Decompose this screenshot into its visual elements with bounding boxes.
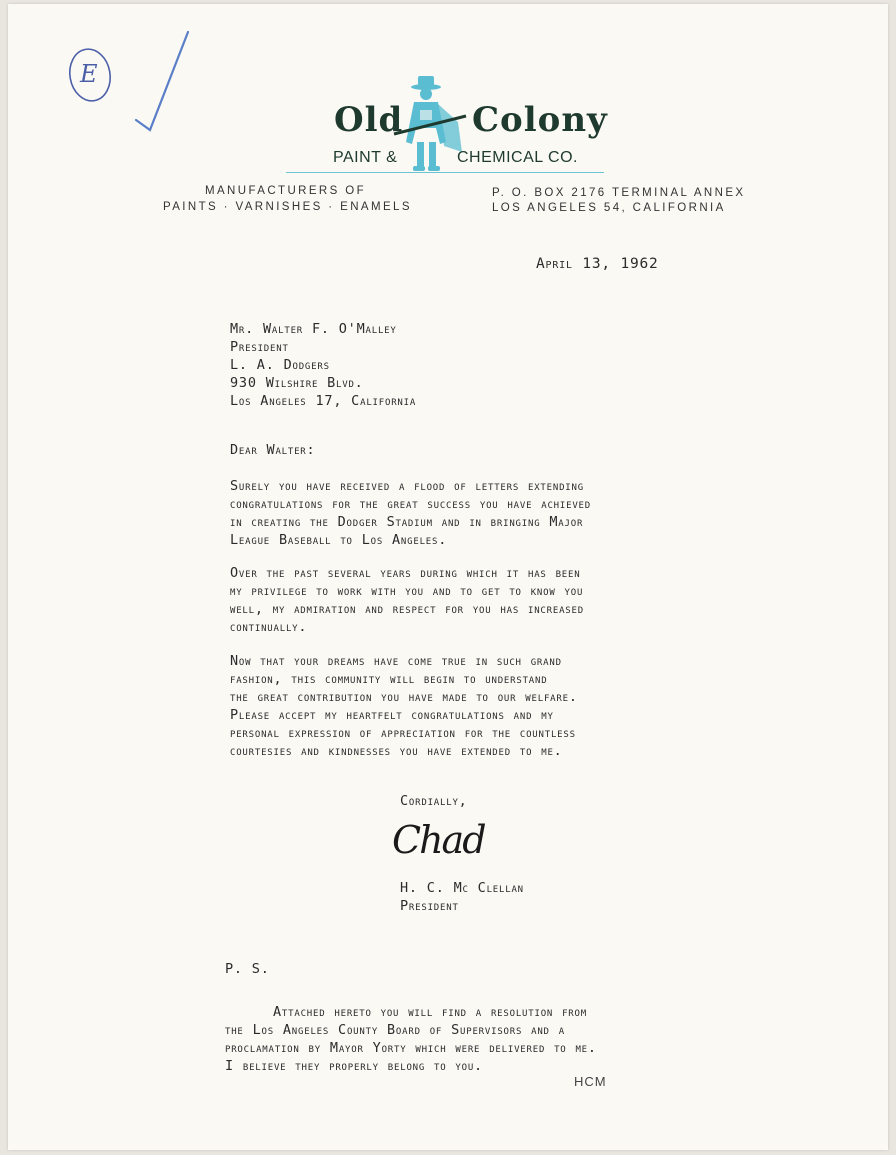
letterhead-right-line2: LOS ANGELES 54, CALIFORNIA	[492, 202, 726, 214]
body-line: congratulations for the great success you have achieved	[230, 496, 591, 512]
ps-line: I believe they properly belong to you.	[225, 1058, 483, 1074]
typist-initials: HCM	[574, 1074, 607, 1089]
letterhead-left-line2: PAINTS · VARNISHES · ENAMELS	[163, 201, 412, 213]
body-line: the great contribution you have made to our welfare.	[230, 689, 578, 705]
recipient-line: 930 Wilshire Blvd.	[230, 375, 364, 391]
body-line: fashion, this community will begin to understand	[230, 671, 548, 687]
check-mark-icon	[136, 32, 188, 130]
recipient-line: Los Angeles 17, California	[230, 393, 417, 409]
brand-colony: Colony	[472, 100, 608, 140]
recipient-line: President	[230, 339, 289, 355]
brand-sub-left: PAINT &	[333, 149, 398, 166]
body-paragraph-3	[230, 652, 578, 760]
circled-mark: E	[80, 60, 98, 88]
recipient-line: L. A. Dodgers	[230, 357, 330, 373]
signer-name: H. C. Mc Clellan	[400, 880, 524, 896]
body-line: courtesies and kindnesses you have extended to me.	[230, 743, 563, 759]
signer-title: President	[400, 898, 459, 914]
body-line: continually.	[230, 619, 308, 635]
ps-line: the Los Angeles County Board of Supervisors and a	[225, 1022, 565, 1038]
ps-label: P. S.	[225, 961, 270, 977]
body-paragraph-1	[230, 477, 591, 549]
brand-old: Old	[334, 100, 404, 140]
letterhead-rule	[286, 172, 604, 173]
ps-line: proclamation by Mayor Yorty which were delivered to me.	[225, 1040, 597, 1056]
postscript	[225, 1003, 597, 1075]
body-line: my privilege to work with you and to get to know you	[230, 583, 584, 599]
body-line: in creating the Dodger Stadium and in bringing Major	[230, 514, 584, 530]
letterhead-right-line1: P. O. BOX 2176 TERMINAL ANNEX	[492, 187, 746, 199]
brand-sub-right: CHEMICAL CO.	[457, 149, 578, 166]
letter-date: April 13, 1962	[536, 256, 659, 272]
salutation: Dear Walter:	[230, 442, 316, 458]
ps-line: Attached hereto you will find a resolution from	[273, 1004, 587, 1020]
body-line: personal expression of appreciation for the countless	[230, 725, 576, 741]
body-line: League Baseball to Los Angeles.	[230, 532, 448, 548]
body-line: Please accept my heartfelt congratulations and my	[230, 707, 554, 723]
letterhead-left-line1: MANUFACTURERS OF	[205, 185, 367, 197]
body-line: Surely you have received a flood of letters extending	[230, 478, 584, 494]
closing: Cordially,	[400, 793, 468, 809]
body-line: well, my admiration and respect for you has increased	[230, 601, 584, 617]
handwritten-signature: Chad	[392, 818, 485, 862]
body-paragraph-2	[230, 564, 584, 636]
body-line: Now that your dreams have come true in such grand	[230, 653, 562, 669]
body-line: Over the past several years during which it has been	[230, 565, 581, 581]
recipient-address	[230, 320, 416, 410]
recipient-line: Mr. Walter F. O'Malley	[230, 321, 397, 337]
